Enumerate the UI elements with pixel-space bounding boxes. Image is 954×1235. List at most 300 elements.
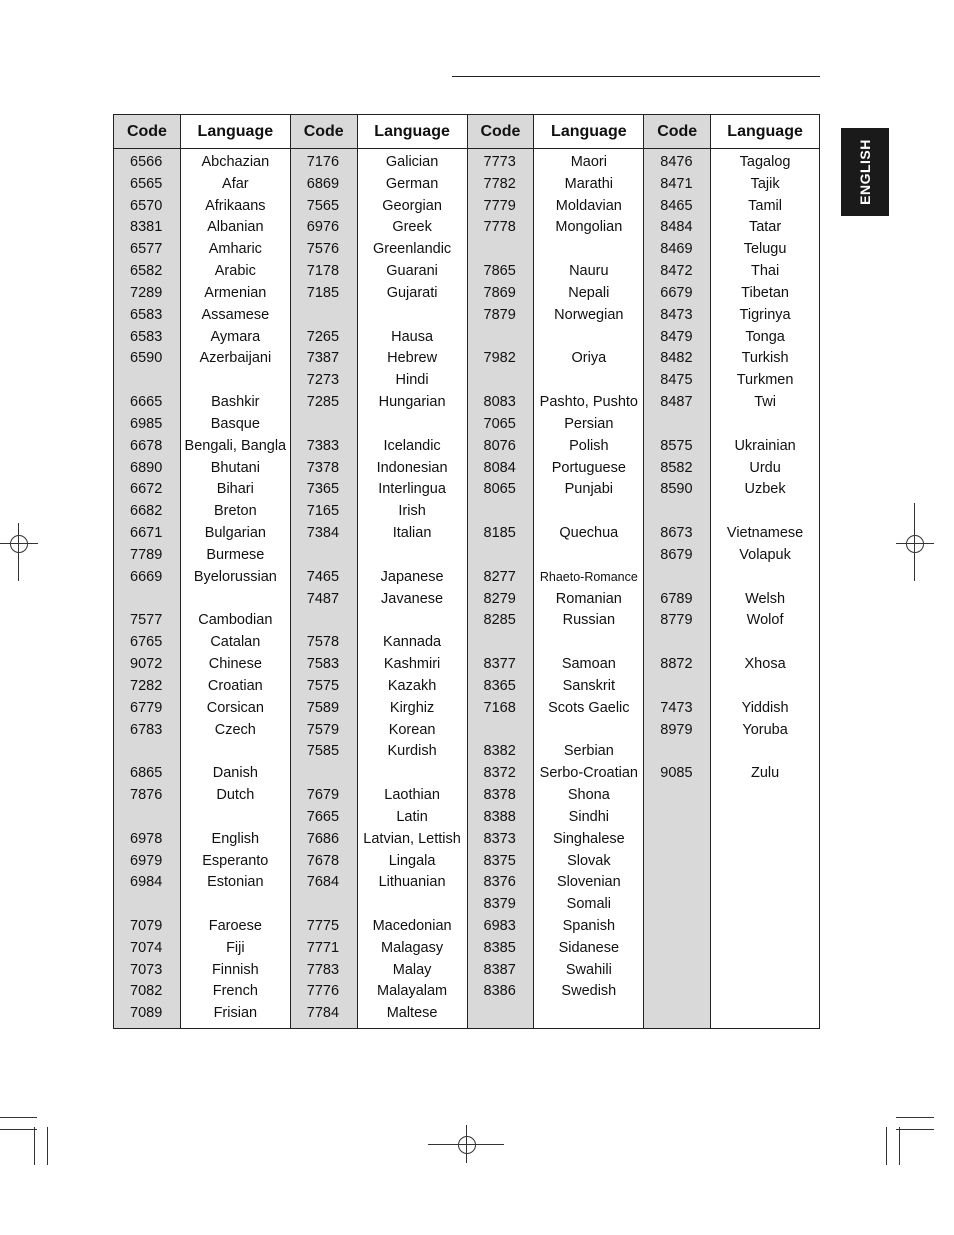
code-cell: 6570 xyxy=(130,197,163,214)
code-cell: 8381 xyxy=(130,219,163,236)
code-cell: 7473 xyxy=(660,699,693,716)
crop-mark-bottom-left xyxy=(0,1115,50,1165)
code-cell: 7089 xyxy=(130,1005,163,1022)
language-cell xyxy=(711,676,819,698)
code-cell: 7285 xyxy=(306,394,340,411)
language-cell: Malagasy xyxy=(381,939,444,956)
language-cell: Tatar xyxy=(748,219,782,236)
language-cell: Esperanto xyxy=(202,852,269,869)
language-cell xyxy=(358,894,467,916)
language-cell: Shona xyxy=(567,787,610,804)
code-cell: 8084 xyxy=(483,459,516,476)
code-cell: 8385 xyxy=(483,939,516,956)
code-cell: 6671 xyxy=(130,525,163,542)
language-cell: Mongolian xyxy=(555,219,623,236)
code-cell xyxy=(291,305,357,327)
code-cell: 7465 xyxy=(306,568,340,585)
code-cell: 6590 xyxy=(130,350,163,367)
code-cell: 8487 xyxy=(660,394,693,411)
language-cell: Kurdish xyxy=(387,743,437,760)
code-cell: 7876 xyxy=(130,787,163,804)
crop-mark-bottom-right xyxy=(884,1115,934,1165)
language-cell: Slovak xyxy=(567,852,611,869)
code-cell: 7684 xyxy=(306,874,340,891)
code-cell: 8476 xyxy=(660,154,693,170)
language-cell: Russian xyxy=(562,612,616,629)
code-cell xyxy=(644,741,710,763)
language-cell: Lingala xyxy=(388,852,436,869)
language-cell: Marathi xyxy=(564,175,613,192)
code-cell: 7082 xyxy=(130,983,163,1000)
language-cell: Singhalese xyxy=(552,830,625,847)
code-cell: 7176 xyxy=(306,154,340,170)
language-cell: Cambodian xyxy=(198,612,273,629)
code-cell: 8065 xyxy=(483,481,516,498)
language-cell: Urdu xyxy=(749,459,781,476)
language-cell: Gujarati xyxy=(386,284,438,301)
language-cell: Ukrainian xyxy=(734,437,796,454)
code-cell: 7679 xyxy=(306,787,340,804)
language-cell: Azerbaijani xyxy=(199,350,272,367)
code-cell: 6665 xyxy=(130,394,163,411)
code-cell: 8465 xyxy=(660,197,693,214)
code-cell: 7178 xyxy=(306,263,340,280)
code-header: Code xyxy=(114,115,180,149)
code-cell: 6565 xyxy=(130,175,163,192)
code-cell: 6984 xyxy=(130,874,163,891)
code-cell: 8378 xyxy=(483,787,516,804)
language-cell xyxy=(534,632,643,654)
code-cell: 8582 xyxy=(660,459,693,476)
code-cell: 8679 xyxy=(660,546,693,563)
code-cell: 6672 xyxy=(130,481,163,498)
code-cell: 8376 xyxy=(483,874,516,891)
code-cell: 7365 xyxy=(306,481,340,498)
code-cell: 6765 xyxy=(130,634,163,651)
code-cell: 7383 xyxy=(306,437,340,454)
code-cell xyxy=(468,545,534,567)
language-cell: Tajik xyxy=(750,175,780,192)
language-cell: Amharic xyxy=(208,241,262,258)
language-cell: Bihari xyxy=(216,481,254,498)
language-cell: Kirghiz xyxy=(389,699,435,716)
code-cell: 7869 xyxy=(483,284,516,301)
language-cell: Interlingua xyxy=(378,481,446,498)
code-cell: 7073 xyxy=(130,961,163,978)
code-cell: 7165 xyxy=(306,503,340,520)
language-cell: Persian xyxy=(564,415,614,432)
code-cell: 6679 xyxy=(660,284,693,301)
language-cell: Faroese xyxy=(208,917,262,934)
code-cell: 7782 xyxy=(483,175,516,192)
language-cell: Arabic xyxy=(214,263,256,280)
language-cell: Malayalam xyxy=(377,983,448,1000)
code-column xyxy=(114,115,181,1028)
code-cell: 8279 xyxy=(483,590,516,607)
language-cell: Norwegian xyxy=(554,306,624,323)
code-header: Code xyxy=(468,115,534,149)
language-cell: Swahili xyxy=(565,961,612,978)
code-cell: 9072 xyxy=(130,656,163,673)
language-cell: Italian xyxy=(392,525,432,542)
language-cell: Nepali xyxy=(568,284,610,301)
language-cell: Romanian xyxy=(555,590,622,607)
language-cell: Tamil xyxy=(748,197,782,214)
language-cell: Tigrinya xyxy=(739,306,791,323)
code-cell: 7289 xyxy=(130,284,163,301)
code-cell: 7879 xyxy=(483,306,516,323)
language-cell xyxy=(358,545,467,567)
code-cell: 6678 xyxy=(130,437,163,454)
code-column xyxy=(291,115,358,1028)
language-cell: Latin xyxy=(396,808,428,825)
code-cell xyxy=(468,370,534,392)
language-cell: Assamese xyxy=(201,306,270,323)
code-cell: 7384 xyxy=(306,525,340,542)
language-cell xyxy=(358,414,467,436)
code-cell: 7074 xyxy=(130,939,163,956)
language-cell: Nauru xyxy=(569,263,609,280)
language-cell: German xyxy=(385,175,439,192)
code-cell: 8373 xyxy=(483,830,516,847)
code-cell xyxy=(291,414,357,436)
language-cell: Sidanese xyxy=(558,939,620,956)
code-cell: 8779 xyxy=(660,612,693,629)
code-header: Code xyxy=(644,115,710,149)
language-cell: Moldavian xyxy=(555,197,622,214)
language-cell: Dutch xyxy=(216,787,255,804)
language-cell: Breton xyxy=(213,503,257,520)
language-cell: Portuguese xyxy=(551,459,626,476)
language-cell: Burmese xyxy=(206,546,265,563)
code-cell: 7576 xyxy=(306,241,340,258)
code-cell: 7778 xyxy=(483,219,516,236)
language-cell: Hungarian xyxy=(378,394,446,411)
code-cell: 8388 xyxy=(483,808,516,825)
code-cell: 7265 xyxy=(306,328,340,345)
code-cell: 6577 xyxy=(130,241,163,258)
language-cell xyxy=(711,741,819,763)
code-cell: 8471 xyxy=(660,175,693,192)
language-cell: Guarani xyxy=(386,263,438,280)
language-cell xyxy=(181,741,290,763)
language-cell: Abchazian xyxy=(201,154,270,170)
code-cell: 8387 xyxy=(483,961,516,978)
code-column xyxy=(644,115,711,1028)
code-cell xyxy=(114,370,180,392)
language-cell: Xhosa xyxy=(744,656,786,673)
language-cell xyxy=(534,370,643,392)
language-cell: Corsican xyxy=(206,699,264,716)
code-cell: 8872 xyxy=(660,656,693,673)
code-cell: 8475 xyxy=(660,372,693,389)
code-cell: 8285 xyxy=(483,612,516,629)
code-cell: 7982 xyxy=(483,350,516,367)
code-cell: 6669 xyxy=(130,568,163,585)
language-cell xyxy=(181,807,290,829)
language-cell: Scots Gaelic xyxy=(548,699,630,716)
code-cell xyxy=(644,676,710,698)
language-cell: English xyxy=(211,830,260,847)
language-cell: Serbian xyxy=(563,743,614,760)
language-column xyxy=(358,115,468,1028)
language-cell: Afrikaans xyxy=(205,197,266,214)
language-cell: Irish xyxy=(398,503,426,520)
language-column xyxy=(534,115,644,1028)
language-cell: Estonian xyxy=(207,874,264,891)
language-cell: Turkmen xyxy=(736,372,794,389)
language-cell: Hebrew xyxy=(387,350,438,367)
language-code-table xyxy=(113,114,820,1029)
code-cell: 6985 xyxy=(130,415,163,432)
code-cell: 7168 xyxy=(483,699,516,716)
code-cell: 8076 xyxy=(483,437,516,454)
code-cell: 7686 xyxy=(306,830,340,847)
language-cell: Bhutani xyxy=(210,459,260,476)
language-cell: Welsh xyxy=(745,590,786,607)
code-cell: 7575 xyxy=(306,677,340,694)
language-cell: Thai xyxy=(750,263,780,280)
language-cell xyxy=(711,414,819,436)
code-cell xyxy=(291,894,357,916)
language-cell: Tagalog xyxy=(739,154,791,170)
language-cell: Serbo-Croatian xyxy=(539,765,638,782)
language-cell xyxy=(534,239,643,261)
code-cell: 8185 xyxy=(483,525,516,542)
language-side-tab-label: ENGLISH xyxy=(857,139,874,205)
code-cell: 7789 xyxy=(130,546,163,563)
code-cell: 7665 xyxy=(306,808,340,825)
language-cell: Tibetan xyxy=(741,284,789,301)
code-cell: 8469 xyxy=(660,241,693,258)
language-cell: Georgian xyxy=(382,197,442,214)
code-cell xyxy=(644,501,710,523)
code-cell: 8372 xyxy=(483,765,516,782)
code-cell: 7579 xyxy=(306,721,340,738)
language-cell xyxy=(358,305,467,327)
code-cell: 8484 xyxy=(660,219,693,236)
language-cell: Hausa xyxy=(391,328,434,345)
language-cell: Indonesian xyxy=(376,459,448,476)
header-rule xyxy=(452,76,820,77)
language-cell: Kazakh xyxy=(387,677,437,694)
code-cell: 7771 xyxy=(306,939,340,956)
language-cell: Greek xyxy=(392,219,432,236)
language-cell: Malay xyxy=(392,961,432,978)
code-cell xyxy=(468,720,534,742)
language-cell: Bulgarian xyxy=(204,525,266,542)
language-header: Language xyxy=(711,115,819,149)
language-cell: Slovenian xyxy=(556,874,621,891)
code-cell: 6890 xyxy=(130,459,163,476)
code-cell: 8083 xyxy=(483,394,516,411)
language-cell: Quechua xyxy=(559,525,619,542)
language-cell xyxy=(181,894,290,916)
language-cell xyxy=(181,370,290,392)
code-cell: 7065 xyxy=(483,415,516,432)
code-cell xyxy=(468,501,534,523)
code-cell: 8386 xyxy=(483,983,516,1000)
code-cell: 8590 xyxy=(660,481,693,498)
code-cell xyxy=(291,545,357,567)
language-cell: Croatian xyxy=(207,677,263,694)
language-cell: Finnish xyxy=(211,961,259,978)
code-cell: 9085 xyxy=(660,765,693,782)
language-cell: Lithuanian xyxy=(378,874,446,891)
language-cell xyxy=(711,567,819,589)
registration-mark-right xyxy=(896,503,936,583)
code-cell: 7578 xyxy=(306,634,340,651)
language-cell: Punjabi xyxy=(564,481,614,498)
code-cell: 8379 xyxy=(483,896,516,913)
code-cell xyxy=(644,414,710,436)
language-cell: Icelandic xyxy=(383,437,441,454)
code-cell xyxy=(468,327,534,349)
code-cell xyxy=(291,763,357,785)
language-cell: Byelorussian xyxy=(193,568,277,585)
language-cell: Basque xyxy=(210,415,260,432)
language-cell: Bashkir xyxy=(211,394,260,411)
code-cell: 7583 xyxy=(306,656,340,673)
language-cell: Rhaeto-Romance xyxy=(539,569,638,584)
code-column xyxy=(468,115,535,1028)
code-cell xyxy=(114,589,180,611)
code-cell xyxy=(291,610,357,632)
language-cell: Aymara xyxy=(210,328,261,345)
language-cell: Yoruba xyxy=(742,721,788,738)
code-cell: 8979 xyxy=(660,721,693,738)
language-cell: Samoan xyxy=(561,656,616,673)
language-cell: Fiji xyxy=(226,939,245,956)
language-cell xyxy=(711,632,819,654)
language-cell: Oriya xyxy=(571,350,607,367)
code-cell: 6869 xyxy=(306,175,340,192)
code-cell: 6983 xyxy=(483,917,516,934)
code-header: Code xyxy=(291,115,357,149)
language-cell: Chinese xyxy=(208,656,262,673)
code-cell: 6566 xyxy=(130,154,163,170)
language-column xyxy=(181,115,291,1028)
language-header: Language xyxy=(534,115,643,149)
language-cell: Somali xyxy=(566,896,611,913)
code-cell: 7678 xyxy=(306,852,340,869)
code-cell: 8382 xyxy=(483,743,516,760)
language-column xyxy=(711,115,819,1028)
language-cell: Kannada xyxy=(383,634,442,651)
code-cell xyxy=(114,807,180,829)
language-cell: Wolof xyxy=(746,612,784,629)
code-cell: 6978 xyxy=(130,830,163,847)
language-cell: Polish xyxy=(569,437,609,454)
language-cell xyxy=(534,545,643,567)
code-cell xyxy=(114,741,180,763)
language-header: Language xyxy=(181,115,290,149)
language-cell: Sindhi xyxy=(568,808,609,825)
registration-mark-left xyxy=(0,523,40,583)
code-cell: 7282 xyxy=(130,677,163,694)
language-header: Language xyxy=(358,115,467,149)
language-cell: Twi xyxy=(754,394,776,411)
code-cell: 8673 xyxy=(660,525,693,542)
code-cell: 8482 xyxy=(660,350,693,367)
code-cell: 6682 xyxy=(130,503,163,520)
code-cell xyxy=(644,632,710,654)
language-cell xyxy=(711,501,819,523)
code-cell: 7378 xyxy=(306,459,340,476)
language-cell: Bengali, Bangla xyxy=(184,437,287,454)
code-cell: 7577 xyxy=(130,612,163,629)
language-cell: Frisian xyxy=(213,1005,258,1022)
code-cell: 6783 xyxy=(130,721,163,738)
language-cell: Spanish xyxy=(562,917,616,934)
language-cell: Volapuk xyxy=(739,546,791,563)
code-cell: 8479 xyxy=(660,328,693,345)
language-cell: Telugu xyxy=(743,241,787,258)
code-cell: 7565 xyxy=(306,197,340,214)
language-cell: Sanskrit xyxy=(562,677,616,694)
language-cell: Maori xyxy=(570,154,607,170)
language-cell: Czech xyxy=(214,721,256,738)
code-cell: 6789 xyxy=(660,590,693,607)
language-cell: Armenian xyxy=(204,284,267,301)
code-cell: 7387 xyxy=(306,350,340,367)
code-cell: 7273 xyxy=(306,372,340,389)
code-cell: 7775 xyxy=(306,917,340,934)
language-cell: Vietnamese xyxy=(726,525,804,542)
code-cell: 6583 xyxy=(130,306,163,323)
language-cell: Maltese xyxy=(386,1005,438,1022)
language-cell xyxy=(181,589,290,611)
code-cell: 7784 xyxy=(306,1005,340,1022)
language-cell xyxy=(358,610,467,632)
language-cell: Catalan xyxy=(210,634,261,651)
language-cell: Zulu xyxy=(750,765,780,782)
code-cell: 7079 xyxy=(130,917,163,934)
code-cell: 7487 xyxy=(306,590,340,607)
code-cell: 8472 xyxy=(660,263,693,280)
language-cell: Albanian xyxy=(207,219,264,236)
language-cell: Uzbek xyxy=(744,481,786,498)
language-cell: Danish xyxy=(212,765,258,782)
language-cell xyxy=(534,720,643,742)
code-cell: 7776 xyxy=(306,983,340,1000)
language-cell: Yiddish xyxy=(741,699,789,716)
code-cell xyxy=(468,632,534,654)
language-cell: Japanese xyxy=(380,568,444,585)
code-cell xyxy=(468,239,534,261)
code-cell: 6979 xyxy=(130,852,163,869)
language-cell: Swedish xyxy=(561,983,617,1000)
language-cell: Afar xyxy=(222,175,249,192)
code-cell: 7779 xyxy=(483,197,516,214)
language-side-tab xyxy=(841,128,889,216)
language-cell: Tonga xyxy=(745,328,785,345)
language-cell: Korean xyxy=(388,721,436,738)
code-cell: 6583 xyxy=(130,328,163,345)
code-cell: 6976 xyxy=(306,219,340,236)
code-cell: 7589 xyxy=(306,699,340,716)
language-cell: Galician xyxy=(385,154,439,170)
code-cell: 8375 xyxy=(483,852,516,869)
language-cell xyxy=(534,327,643,349)
language-cell xyxy=(358,763,467,785)
language-cell: Greenlandic xyxy=(372,241,452,258)
language-cell xyxy=(534,501,643,523)
language-cell: Laothian xyxy=(384,787,440,804)
registration-mark-bottom xyxy=(428,1125,506,1165)
code-cell: 7585 xyxy=(306,743,340,760)
language-cell: Javanese xyxy=(381,590,444,607)
